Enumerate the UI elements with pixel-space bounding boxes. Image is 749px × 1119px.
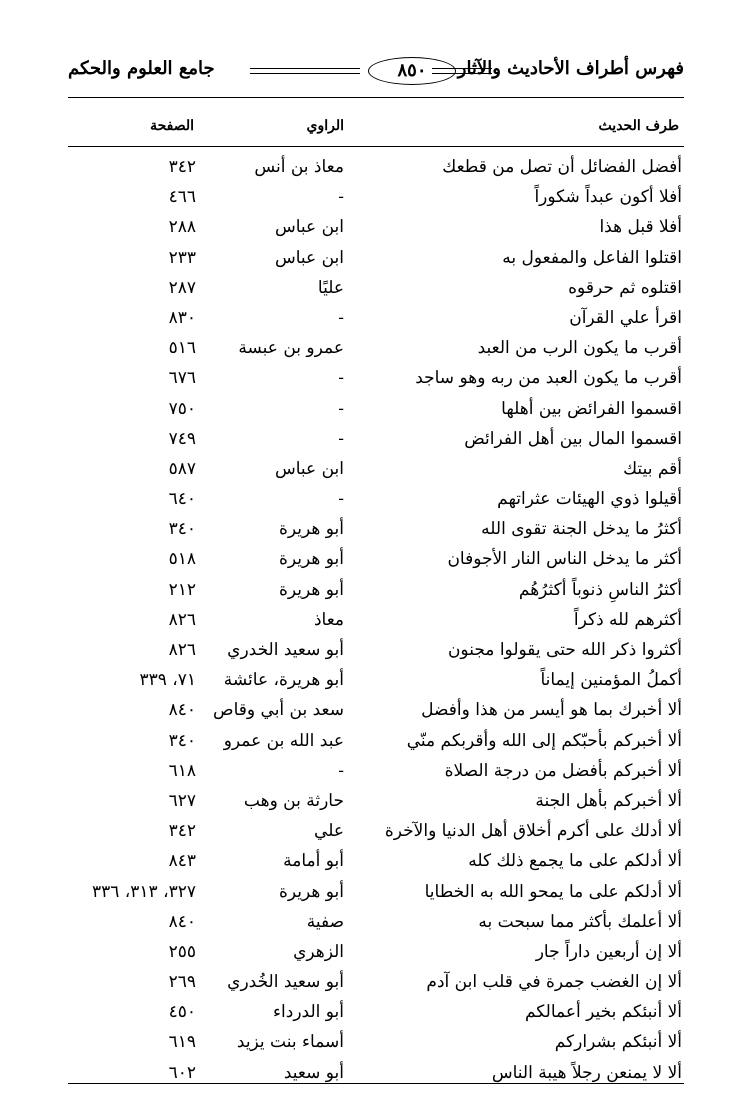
page-reference: ٨٢٦ [168,640,196,660]
narrator-name: - [338,428,344,449]
table-row [68,695,684,725]
table-row [68,605,684,635]
narrator-name: معاذ بن أنس [254,157,344,177]
table-row [68,756,684,786]
column-header-divider [68,146,684,147]
hadith-text: ألا أنبئكم بشراركم [554,1032,682,1053]
narrator-name: أبو أمامة [283,851,344,872]
hadith-text: أكثر ما يدخل الناس النار الأجوفان [447,549,682,570]
narrator-name: أبو هريرة [278,549,344,570]
page-reference: ٢٦٩ [168,972,196,993]
hadith-text: اقتلوه ثم حرقوه [568,277,682,298]
table-row [68,333,684,363]
hadith-text: أفضل الفضائل أن تصل من قطعك [442,157,682,177]
column-header-hadith: طرف الحديث [598,118,679,134]
narrator-name: أبو هريرة [278,519,344,540]
table-row [68,635,684,665]
narrator-name: - [338,307,344,328]
page-reference: ٢٥٥ [168,941,196,962]
hadith-text: ألا أنبئكم بخير أعمالكم [524,1002,682,1023]
page-reference: ٧١، ٣٣٩ [139,670,196,691]
hadith-text: ألا أدلكم على ما يجمع ذلك كله [468,851,682,872]
table-row [68,152,684,182]
page-reference: ٥١٦ [168,338,196,359]
hadith-text: ألا أدلك على أكرم أخلاق أهل الدنيا والآخرة [384,821,682,842]
hadith-text: أكثرُ الناسِ ذنوباً أكثرُهُم [518,579,682,600]
page-reference: ٣٤٠ [168,730,196,751]
index-table [68,152,684,1088]
book-title: جامع العلوم والحكم [68,58,215,79]
narrator-name: عبد الله بن عمرو [223,730,344,751]
narrator-name: - [338,489,344,510]
page-reference: ٦٤٠ [168,489,196,510]
running-header [68,56,684,90]
narrator-name: أبو الدرداء [273,1002,344,1023]
hadith-text: أكملُ المؤمنين إيماناً [540,670,682,691]
narrator-name: صفية [306,911,344,932]
narrator-name: أبو هريرة، عائشة [223,670,344,691]
table-row [68,726,684,756]
hadith-text: ألا أخبرك بما هو أيسر من هذا وأفضل [421,700,682,721]
table-row [68,303,684,333]
table-row [68,212,684,242]
page-reference: ٣٤٢ [168,821,196,842]
page-reference: ٢٨٧ [168,277,196,298]
narrator-name: عمرو بن عبسة [238,338,344,359]
page-reference: ٦٧٦ [168,368,196,389]
table-row [68,1027,684,1057]
page-reference: ٦٠٢ [168,1062,196,1083]
table-row [68,182,684,212]
narrator-name: أبو سعيد الخدري [227,640,344,660]
table-row [68,424,684,454]
hadith-text: ألا أخبركم بأهل الجنة [535,790,682,811]
hadith-text: اقسموا الفرائض بين أهلها [501,398,682,419]
table-row [68,454,684,484]
hadith-text: أقرب ما يكون العبد من ربه وهو ساجد [415,368,682,389]
narrator-name: علي [314,821,344,842]
table-row [68,514,684,544]
page-reference: ٨٢٦ [168,609,196,630]
table-row [68,877,684,907]
hadith-text: ألا أعلمك بأكثر مما سبحت به [478,911,682,932]
narrator-name: سعد بن أبي وقاص [213,700,344,721]
page-reference: ٨٤٠ [168,911,196,932]
table-row [68,394,684,424]
page-reference: ٣٢٧، ٣١٣، ٣٣٦ [92,881,196,902]
narrator-name: - [338,398,344,419]
table-row [68,937,684,967]
narrator-name: - [338,760,344,781]
hadith-text: أكثروا ذكر الله حتى يقولوا مجنون [447,640,682,660]
hadith-text: اقتلوا الفاعل والمفعول به [502,247,682,268]
hadith-text: ألا إن أربعين داراً جار [535,941,682,962]
table-row [68,273,684,303]
footer-divider [68,1083,684,1084]
header-divider [68,97,684,98]
page-reference: ٥٨٧ [168,458,196,479]
table-row [68,846,684,876]
table-row [68,997,684,1027]
hadith-text: ألا إن الغضب جمرة في قلب ابن آدم [426,972,682,993]
hadith-text: أفلا أكون عبداً شكوراً [534,187,682,208]
narrator-name: عليًا [317,277,344,298]
column-header-narrator: الراوي [306,118,344,134]
hadith-text: اقسموا المال بين أهل الفرائض [464,428,682,449]
table-row [68,786,684,816]
narrator-name: ابن عباس [274,217,344,238]
table-row [68,907,684,937]
header-double-rule-left [250,68,360,74]
page-reference: ٣٤٢ [168,157,196,177]
page-reference: ٨٤٠ [168,700,196,721]
hadith-text: أكثرُ ما يدخل الجنة تقوى الله [481,519,682,540]
narrator-name: ابن عباس [274,247,344,268]
page-reference: ٤٥٠ [168,1002,196,1023]
page-reference: ٢٣٣ [168,247,196,268]
hadith-text: اقرأ علي القرآن [569,307,682,328]
hadith-text: أفلا قبل هذا [599,217,682,238]
narrator-name: أبو سعيد الخُدري [227,972,344,993]
page-reference: ٨٣٠ [168,307,196,328]
table-row [68,967,684,997]
page-reference: ٧٥٠ [168,398,196,419]
table-row [68,544,684,574]
page-reference: ٢٨٨ [168,217,196,238]
narrator-name: - [338,187,344,208]
page-reference: ٣٤٠ [168,519,196,540]
narrator-name: معاذ [313,609,344,630]
hadith-text: ألا لا يمنعن رجلاً هيبة الناس [491,1062,682,1083]
narrator-name: أسماء بنت يزيد [236,1032,344,1053]
page-reference: ٦٢٧ [168,790,196,811]
page-reference: ٢١٢ [168,579,196,600]
page-reference: ٧٤٩ [168,428,196,449]
narrator-name: أبو هريرة [278,881,344,902]
table-row [68,665,684,695]
page-reference: ٦١٨ [168,760,196,781]
narrator-name: أبو سعيد [283,1062,344,1083]
narrator-name: - [338,368,344,389]
narrator-name: ابن عباس [274,458,344,479]
hadith-text: ألا أدلكم على ما يمحو الله به الخطايا [424,881,682,902]
page-reference: ٤٦٦ [168,187,196,208]
narrator-name: حارثة بن وهب [243,790,344,811]
narrator-name: الزهري [293,941,344,962]
hadith-text: أقم بيتك [623,458,682,479]
table-row [68,243,684,273]
hadith-text: أقيلوا ذوي الهيئات عثراتهم [497,489,682,510]
page-reference: ٦١٩ [168,1032,196,1053]
page-reference: ٥١٨ [168,549,196,570]
table-row [68,575,684,605]
hadith-text: أكثرهم لله ذكراً [573,609,682,630]
hadith-text: ألا أخبركم بأحبّكم إلى الله وأقربكم منّي [406,730,682,751]
column-header-page: الصفحة [150,118,194,134]
page-reference: ٨٤٣ [168,851,196,872]
table-row [68,816,684,846]
index-title: فهرس أطراف الأحاديث والآثار [457,58,684,79]
hadith-text: أقرب ما يكون الرب من العبد [477,338,682,359]
table-row [68,484,684,514]
hadith-text: ألا أخبركم بأفضل من درجة الصلاة [444,760,682,781]
table-row [68,363,684,393]
page-number: ٨٥٠ [368,57,456,85]
narrator-name: أبو هريرة [278,579,344,600]
